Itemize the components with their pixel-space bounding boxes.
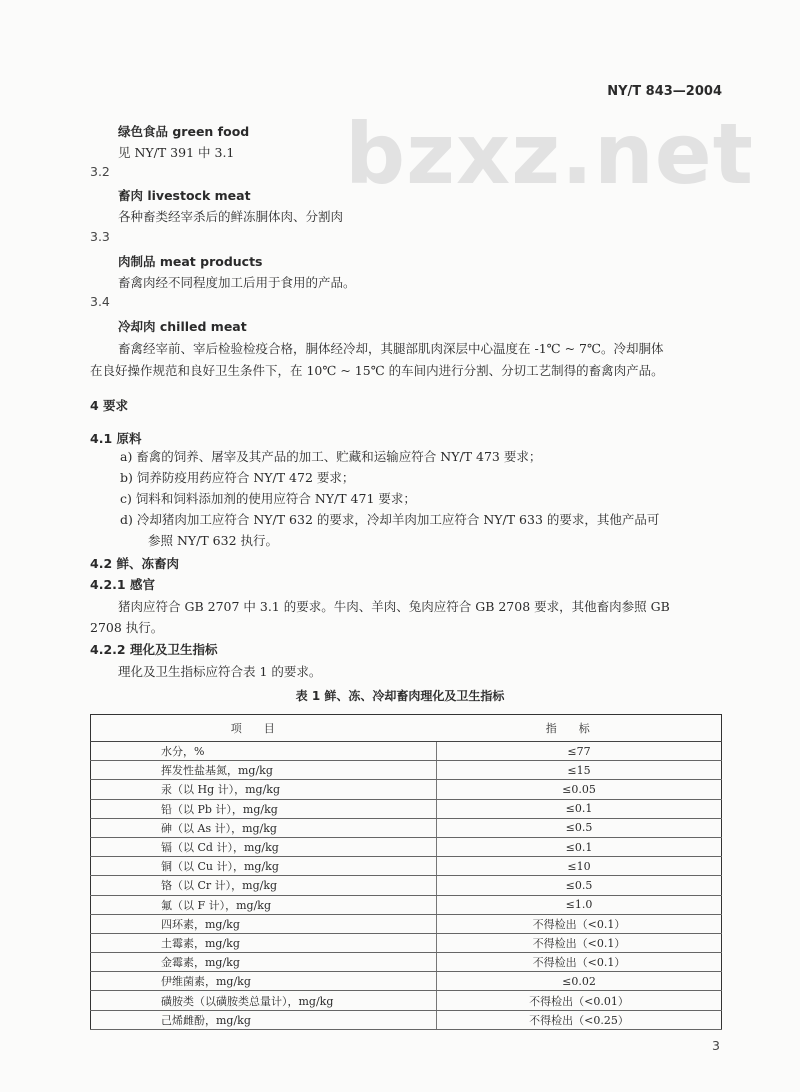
- indicator-value: ≤0.1: [437, 837, 722, 856]
- table-row: [91, 914, 722, 933]
- paragraph: 2708 执行。: [90, 620, 164, 635]
- list-item: b) 饲养防疫用药应符合 NY/T 472 要求；: [120, 470, 355, 485]
- item-name: 磺胺类（以磺胺类总量计），mg/kg: [91, 991, 437, 1010]
- term-meat-products: 肉制品 meat products: [118, 254, 263, 269]
- indicator-table: [90, 714, 722, 1030]
- item-name: 四环素，mg/kg: [91, 914, 437, 933]
- paragraph: 理化及卫生指标应符合表 1 的要求。: [118, 664, 322, 679]
- indicator-value: ≤0.1: [437, 799, 722, 818]
- section-heading: 4 要求: [90, 398, 129, 413]
- list-item: c) 饲料和饲料添加剂的使用应符合 NY/T 471 要求；: [120, 491, 416, 506]
- list-item: a) 畜禽的饲养、屠宰及其产品的加工、贮藏和运输应符合 NY/T 473 要求；: [120, 449, 542, 464]
- table-row: [91, 799, 722, 818]
- watermark: bzxz.net: [345, 105, 754, 203]
- list-item-continuation: 参照 NY/T 632 执行。: [148, 533, 279, 548]
- column-header-item: 项目: [91, 715, 437, 742]
- indicator-value: ≤15: [437, 761, 722, 780]
- indicator-value: ≤0.02: [437, 972, 722, 991]
- table-row: [91, 818, 722, 837]
- indicator-value: ≤0.5: [437, 876, 722, 895]
- table-row: [91, 837, 722, 856]
- table-row: [91, 972, 722, 991]
- item-name: 镉（以 Cd 计），mg/kg: [91, 837, 437, 856]
- indicator-value: ≤0.5: [437, 818, 722, 837]
- section-number: 3.2: [90, 164, 110, 179]
- indicator-value: 不得检出（<0.1）: [437, 953, 722, 972]
- item-name: 伊维菌素，mg/kg: [91, 972, 437, 991]
- item-name: 金霉素，mg/kg: [91, 953, 437, 972]
- table-row: [91, 761, 722, 780]
- indicator-value: 不得检出（<0.1）: [437, 914, 722, 933]
- indicator-value: 不得检出（<0.1）: [437, 933, 722, 952]
- paragraph: 猪肉应符合 GB 2707 中 3.1 的要求。牛肉、羊肉、兔肉应符合 GB 2708 要求，其他畜肉参照 GB: [118, 599, 670, 614]
- item-name: 氟（以 F 计），mg/kg: [91, 895, 437, 914]
- section-heading: 4.2 鲜、冻畜肉: [90, 556, 179, 571]
- item-name: 土霉素，mg/kg: [91, 933, 437, 952]
- table-row: [91, 953, 722, 972]
- column-header-indicator: 指标: [437, 715, 722, 742]
- item-name: 铜（以 Cu 计），mg/kg: [91, 857, 437, 876]
- term-green-food: 绿色食品 green food: [118, 124, 250, 139]
- table-row: [91, 933, 722, 952]
- indicator-value: ≤10: [437, 857, 722, 876]
- item-name: 挥发性盐基氮，mg/kg: [91, 761, 437, 780]
- item-name: 汞（以 Hg 计），mg/kg: [91, 780, 437, 799]
- item-name: 水分，%: [91, 742, 437, 761]
- indicator-value: ≤1.0: [437, 895, 722, 914]
- item-name: 己烯雌酚，mg/kg: [91, 1010, 437, 1029]
- indicator-value: ≤0.05: [437, 780, 722, 799]
- item-name: 铅（以 Pb 计），mg/kg: [91, 799, 437, 818]
- table-title: 表 1 鲜、冻、冷却畜肉理化及卫生指标: [295, 689, 505, 703]
- table-row: [91, 876, 722, 895]
- table-header-row: [91, 715, 722, 742]
- standard-number-header: NY/T 843—2004: [607, 84, 722, 99]
- definition-text: 见 NY/T 391 中 3.1: [118, 145, 235, 160]
- definition-text: 畜禽肉经不同程度加工后用于食用的产品。: [118, 275, 356, 290]
- section-heading: 4.2.2 理化及卫生指标: [90, 642, 218, 657]
- indicator-value: ≤77: [437, 742, 722, 761]
- section-heading: 4.2.1 感官: [90, 577, 155, 592]
- item-name: 铬（以 Cr 计），mg/kg: [91, 876, 437, 895]
- indicator-value: 不得检出（<0.25）: [437, 1010, 722, 1029]
- indicator-value: 不得检出（<0.01）: [437, 991, 722, 1010]
- page-number: 3: [712, 1038, 720, 1053]
- definition-text: 在良好操作规范和良好卫生条件下，在 10℃ ~ 15℃ 的车间内进行分割、分切工艺制得的畜禽肉产品。: [90, 363, 664, 378]
- table-row: [91, 991, 722, 1010]
- definition-text: 各种畜类经宰杀后的鲜冻胴体肉、分割肉: [118, 209, 344, 224]
- table-row: [91, 742, 722, 761]
- item-name: 砷（以 As 计），mg/kg: [91, 818, 437, 837]
- table-row: [91, 780, 722, 799]
- section-heading: 4.1 原料: [90, 431, 142, 446]
- section-number: 3.3: [90, 229, 110, 244]
- section-number: 3.4: [90, 294, 110, 309]
- table-row: [91, 1010, 722, 1029]
- definition-text: 畜禽经宰前、宰后检验检疫合格，胴体经冷却，其腿部肌肉深层中心温度在 -1℃ ~ 7℃。冷却胴体: [118, 341, 664, 356]
- term-livestock-meat: 畜肉 livestock meat: [118, 188, 251, 203]
- list-item: d) 冷却猪肉加工应符合 NY/T 632 的要求，冷却羊肉加工应符合 NY/T 633 的要求，其他产品可: [120, 512, 660, 527]
- table-row: [91, 895, 722, 914]
- term-chilled-meat: 冷却肉 chilled meat: [118, 319, 247, 334]
- table-row: [91, 857, 722, 876]
